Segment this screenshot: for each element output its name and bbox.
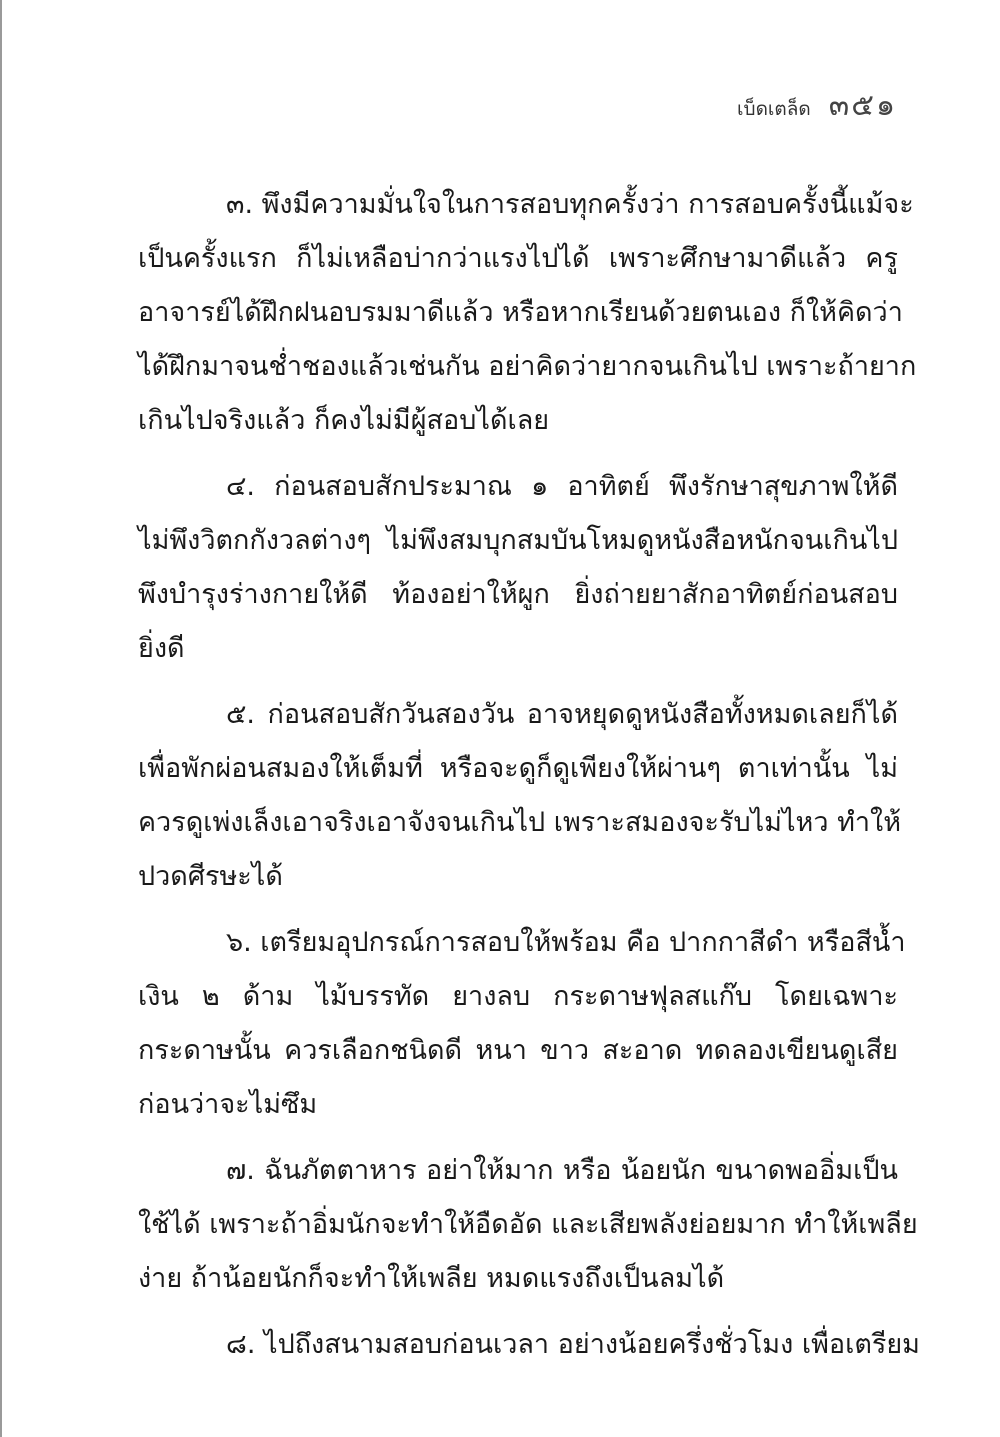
- text-line: ยิ่งดี: [138, 633, 185, 664]
- paragraph-4: [138, 460, 898, 676]
- section-title: เบ็ดเตล็ด: [737, 98, 811, 120]
- paragraph-7: [138, 1144, 918, 1306]
- text-line: ๖. เตรียมอุปกรณ์การสอบให้พร้อม คือ ปากกาสีดำ หรือสีน้ำ: [226, 927, 906, 958]
- page-edge: [0, 0, 2, 1437]
- text-line: เป็นครั้งแรก ก็ไม่เหลือบ่ากว่าแรงไปได้ เพราะศึกษามาดีแล้ว ครู: [138, 243, 898, 274]
- text-line: ๘. ไปถึงสนามสอบก่อนเวลา อย่างน้อยครึ่งชั่วโมง เพื่อเตรียม: [226, 1329, 920, 1360]
- paragraph-8: [138, 1318, 920, 1372]
- body-text: [138, 178, 920, 1384]
- text-line: เกินไปจริงแล้ว ก็คงไม่มีผู้สอบได้เลย: [138, 405, 550, 436]
- text-line: เพื่อพักผ่อนสมองให้เต็มที่ หรือจะดูก็ดูเพียงให้ผ่านๆ ตาเท่านั้น ไม่: [138, 753, 898, 784]
- text-line: ๔. ก่อนสอบสักประมาณ ๑ อาทิตย์ พึงรักษาสุขภาพให้ดี: [226, 471, 898, 502]
- text-line: ได้ฝึกมาจนช่ำชองแล้วเช่นกัน อย่าคิดว่ายากจนเกินไป เพราะถ้ายาก: [138, 351, 917, 382]
- text-line: ก่อนว่าจะไม่ซึม: [138, 1089, 318, 1120]
- text-line: ควรดูเพ่งเล็งเอาจริงเอาจังจนเกินไป เพราะสมองจะรับไม่ไหว ทำให้: [138, 807, 902, 838]
- text-line: ใช้ได้ เพราะถ้าอิ่มนักจะทำให้อืดอัด และเสียพลังย่อยมาก ทำให้เพลีย: [138, 1209, 918, 1240]
- paragraph-6: [138, 916, 906, 1132]
- text-line: อาจารย์ได้ฝึกฝนอบรมมาดีแล้ว หรือหากเรียนด้วยตนเอง ก็ให้คิดว่า: [138, 297, 903, 328]
- text-line: ปวดศีรษะได้: [138, 861, 283, 892]
- text-line: ๗. ฉันภัตตาหาร อย่าให้มาก หรือ น้อยนัก ขนาดพออิ่มเป็น: [226, 1155, 898, 1186]
- text-line: เงิน ๒ ด้าม ไม้บรรทัด ยางลบ กระดาษฟุลสแก๊บ โดยเฉพาะ: [138, 981, 898, 1012]
- running-header: [737, 82, 897, 129]
- text-line: ๕. ก่อนสอบสักวันสองวัน อาจหยุดดูหนังสือทั้งหมดเลยก็ได้: [226, 699, 898, 730]
- paragraph-5: [138, 688, 902, 904]
- text-line: กระดาษนั้น ควรเลือกชนิดดี หนา ขาว สะอาด ทดลองเขียนดูเสีย: [138, 1035, 898, 1066]
- text-line: ไม่พึงวิตกกังวลต่างๆ ไม่พึงสมบุกสมบันโหมดูหนังสือหนักจนเกินไป: [138, 525, 898, 556]
- text-line: ง่าย ถ้าน้อยนักก็จะทำให้เพลีย หมดแรงถึงเป็นลมได้: [138, 1263, 725, 1294]
- text-line: ๓. พึงมีความมั่นใจในการสอบทุกครั้งว่า การสอบครั้งนี้แม้จะ: [226, 189, 914, 220]
- page-number: ๓๕๑: [828, 88, 897, 123]
- text-line: พึงบำรุงร่างกายให้ดี ท้องอย่าให้ผูก ยิ่งถ่ายยาสักอาทิตย์ก่อนสอบ: [138, 579, 898, 610]
- paragraph-3: [138, 178, 917, 448]
